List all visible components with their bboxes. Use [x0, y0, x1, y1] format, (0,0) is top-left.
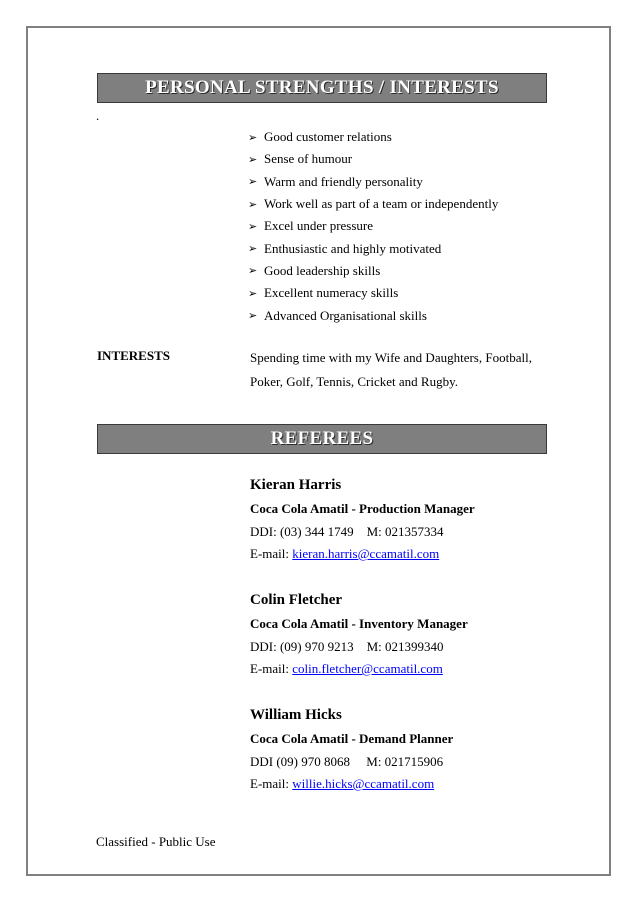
stray-dot: .	[96, 108, 100, 123]
strength-item: ➢ Good customer relations	[248, 129, 392, 145]
referee-email-link[interactable]: willie.hicks@ccamatil.com	[292, 776, 435, 791]
arrow-bullet-icon: ➢	[248, 220, 258, 233]
referee-email-row	[250, 658, 468, 681]
email-label: E-mail:	[250, 661, 293, 676]
referee-name: Colin Fletcher	[250, 592, 343, 608]
arrow-bullet-icon: ➢	[248, 176, 258, 189]
strengths-section-header	[97, 73, 547, 103]
strength-item: ➢ Excel under pressure	[248, 218, 374, 234]
strengths-section-title: PERSONAL STRENGTHS / INTERESTS	[145, 77, 499, 98]
referee-entry	[250, 472, 475, 566]
arrow-bullet-icon: ➢	[248, 198, 258, 211]
referee-email-link[interactable]: colin.fletcher@ccamatil.com	[292, 661, 443, 676]
strength-item: ➢ Advanced Organisational skills	[248, 307, 427, 323]
strength-item: ➢ Good leadership skills	[248, 262, 381, 278]
interests-line: Poker, Golf, Tennis, Cricket and Rugby.	[250, 374, 458, 389]
referee-email-link[interactable]: kieran.harris@ccamatil.com	[292, 546, 440, 561]
email-label: E-mail:	[250, 546, 293, 561]
strength-item: ➢ Sense of humour	[248, 151, 353, 167]
referee-company: Coca Cola Amatil - Inventory Manager	[250, 616, 468, 631]
strengths-list	[248, 126, 498, 327]
arrow-bullet-icon: ➢	[248, 131, 258, 144]
interests-line: Spending time with my Wife and Daughters, Football,	[250, 350, 532, 365]
strength-item: ➢ Excellent numeracy skills	[248, 285, 399, 301]
referee-name: Kieran Harris	[250, 477, 342, 493]
referees-section-title: REFEREES	[270, 428, 374, 449]
strength-item: ➢ Work well as part of a team or independently	[248, 196, 499, 212]
strength-item: ➢ Enthusiastic and highly motivated	[248, 240, 442, 256]
referee-company: Coca Cola Amatil - Demand Planner	[250, 731, 454, 746]
email-label: E-mail:	[250, 776, 293, 791]
arrow-bullet-icon: ➢	[248, 265, 258, 278]
arrow-bullet-icon: ➢	[248, 310, 258, 323]
referee-name: William Hicks	[250, 707, 342, 723]
strength-item: ➢ Warm and friendly personality	[248, 173, 423, 189]
referee-email-row	[250, 543, 475, 566]
referee-company: Coca Cola Amatil - Production Manager	[250, 501, 475, 516]
footer-classification: Classified - Public Use	[96, 834, 216, 849]
interests-label: INTERESTS	[97, 348, 170, 363]
interests-text	[250, 346, 550, 394]
referee-phone: DDI (09) 970 8068 M: 021715906	[250, 753, 444, 769]
referee-phone: DDI: (03) 344 1749 M: 021357334	[250, 523, 444, 539]
arrow-bullet-icon: ➢	[248, 287, 258, 300]
referee-entry	[250, 587, 468, 681]
referees-section-header	[97, 424, 547, 454]
arrow-bullet-icon: ➢	[248, 153, 258, 166]
referee-phone: DDI: (09) 970 9213 M: 021399340	[250, 638, 444, 654]
arrow-bullet-icon: ➢	[248, 243, 258, 256]
referee-entry	[250, 702, 453, 796]
referee-email-row	[250, 773, 453, 796]
